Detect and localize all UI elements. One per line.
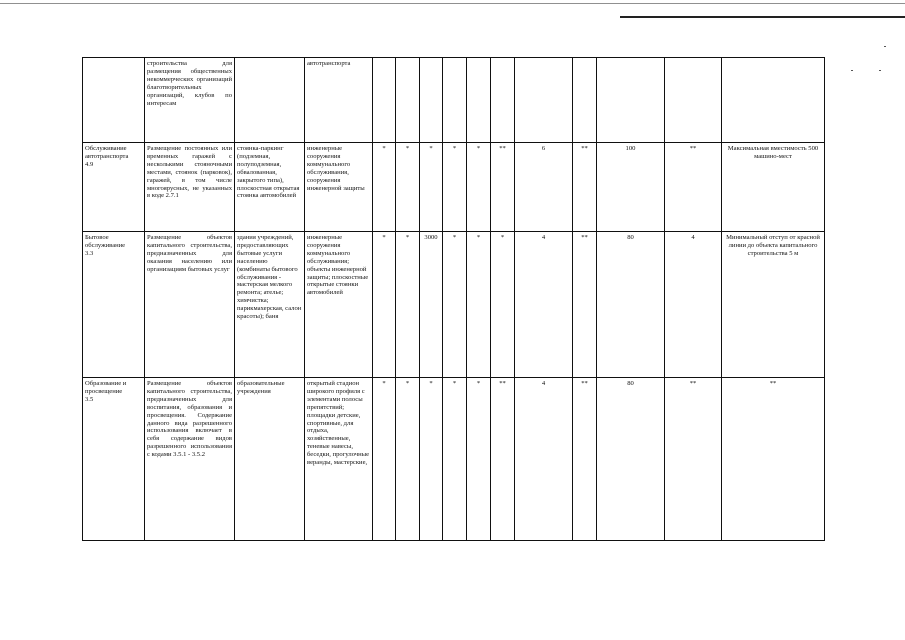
use-name-cell: Обслуживание автотранспорта 4.9 — [83, 143, 145, 232]
param-cell — [373, 58, 396, 143]
main-use-cell: стоянка-паркинг (подземная, полуподземная, обвалованная, закрытого типа), плоскостная открытая стоянка автомобилей — [235, 143, 305, 232]
scan-edge-line — [620, 16, 905, 18]
param-cell — [420, 58, 443, 143]
land-use-table — [82, 57, 825, 541]
param-cell: * — [467, 143, 491, 232]
param-cell: * — [467, 232, 491, 378]
param-cell: * — [396, 232, 420, 378]
param-cell: * — [420, 378, 443, 541]
use-description-cell: строительства для размещения общественных некоммерческих организаций благотворительных организаций, клубов по интересам — [145, 58, 235, 143]
auxiliary-use-cell: открытый стадион широкого профиля с элементами полосы препятствий; площадки детские, спортивные, для отдыха, хозяйственные, теневые навесы, беседки, прогулочные веранды, мастерские, — [305, 378, 373, 541]
param-cell: 4 — [515, 378, 573, 541]
note-cell: Максимальная вместимость 500 машино-мест — [722, 143, 825, 232]
table-row — [83, 232, 825, 378]
param-cell — [396, 58, 420, 143]
param-cell: * — [467, 378, 491, 541]
table-row — [83, 143, 825, 232]
table-row — [83, 58, 825, 143]
scan-speck — [884, 46, 886, 47]
param-cell: * — [373, 232, 396, 378]
param-cell: 4 — [515, 232, 573, 378]
use-description-cell: Размещение объектов капитального строительства, предназначенных для оказания населению или организациям бытовых услуг — [145, 232, 235, 378]
use-description-cell: Размещение объектов капитального строительства, предназначенных для воспитания, образования и просвещения. Содержание данного вида разрешенного использования включает в себя содержание видов разрешенного использования с кодами 3.5.1 - 3.5.2 — [145, 378, 235, 541]
use-name-cell — [83, 58, 145, 143]
param-cell: * — [443, 378, 467, 541]
param-cell: 80 — [597, 378, 665, 541]
note-cell — [722, 58, 825, 143]
param-cell: * — [443, 232, 467, 378]
param-cell: 80 — [597, 232, 665, 378]
param-cell: * — [420, 143, 443, 232]
use-name-cell: Образование и просвещение 3.5 — [83, 378, 145, 541]
param-cell: * — [396, 143, 420, 232]
param-cell — [515, 58, 573, 143]
param-cell — [467, 58, 491, 143]
note-cell: ** — [722, 378, 825, 541]
param-cell: ** — [573, 143, 597, 232]
param-cell: ** — [491, 378, 515, 541]
param-cell: 3000 — [420, 232, 443, 378]
param-cell: ** — [573, 232, 597, 378]
param-cell — [491, 58, 515, 143]
param-cell: 4 — [665, 232, 722, 378]
use-description-cell: Размещение постоянных или временных гаражей с несколькими стояночными местами, стоянок (парковок), гаражей, в том числе многоярусных, не указанных в коде 2.7.1 — [145, 143, 235, 232]
param-cell: * — [491, 232, 515, 378]
param-cell — [573, 58, 597, 143]
note-cell: Минимальный отступ от красной линии до объекта капитального строительства 5 м — [722, 232, 825, 378]
table-row — [83, 378, 825, 541]
param-cell — [665, 58, 722, 143]
scan-speck — [851, 70, 853, 71]
use-name-cell: Бытовое обслуживание 3.3 — [83, 232, 145, 378]
auxiliary-use-cell: автотранспорта — [305, 58, 373, 143]
main-use-cell — [235, 58, 305, 143]
param-cell: 6 — [515, 143, 573, 232]
main-use-cell: образовательные учреждения — [235, 378, 305, 541]
auxiliary-use-cell: инженерные сооружения коммунального обслуживания, сооружения инженерной защиты — [305, 143, 373, 232]
param-cell: ** — [491, 143, 515, 232]
param-cell — [597, 58, 665, 143]
param-cell: * — [396, 378, 420, 541]
param-cell: * — [373, 378, 396, 541]
param-cell: ** — [665, 143, 722, 232]
auxiliary-use-cell: инженерные сооружения коммунального обслуживания; объекты инженерной защиты; плоскостные открытые стоянки автомобилей — [305, 232, 373, 378]
param-cell: * — [443, 143, 467, 232]
param-cell: ** — [665, 378, 722, 541]
param-cell: * — [373, 143, 396, 232]
scan-edge-line — [0, 3, 905, 4]
param-cell: 100 — [597, 143, 665, 232]
main-use-cell: здания учреждений, предоставляющих бытовые услуги населению (комбинаты бытового обслуживания - мастерская мелкого ремонта; ателье; химчистка; парикмахерская, салон красоты); баня — [235, 232, 305, 378]
param-cell — [443, 58, 467, 143]
scan-speck — [879, 70, 881, 71]
param-cell: ** — [573, 378, 597, 541]
